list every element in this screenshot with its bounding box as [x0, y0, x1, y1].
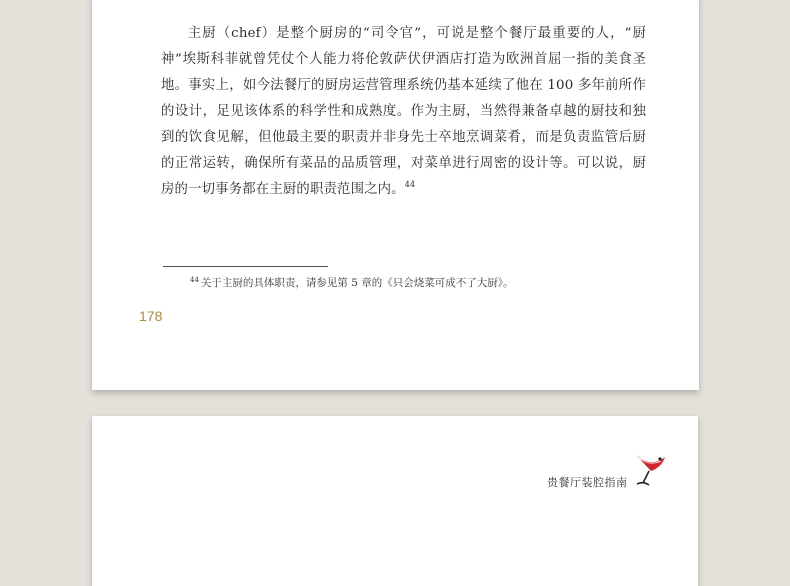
footnote-text: 关于主厨的具体职责，请参见第 5 章的《只会烧菜可成不了大厨》。	[200, 277, 514, 289]
book-page-next	[92, 416, 698, 586]
page-number: 178	[139, 308, 163, 324]
cocktail-glass-icon	[633, 452, 667, 488]
running-header-title: 贵餐厅装腔指南	[547, 476, 628, 489]
footnote-number: 44	[190, 276, 199, 284]
footnote	[190, 273, 514, 290]
footnote-reference: 44	[404, 180, 416, 189]
footnote-divider	[163, 266, 328, 267]
body-paragraph-text: 主厨（chef）是整个厨房的“司令官”，可说是整个餐厅最重要的人，“厨神”埃斯科菲就曾凭仗个人能力将伦敦萨伏伊酒店打造为欧洲首屈一指的美食圣地。事实上，如今法餐厅的厨房运营管理系统仍基本延续了他在 100 多年前所作的设计，足见该体系的科学性和成熟度。作为主厨，当然得兼备卓越的厨技和独到的饮食见解，但他最主要的职责并非身先士卒地烹调菜肴，而是负责监管后厨的正常运转，确保所有菜品的品质管理，对菜单进行周密的设计等。可以说，厨房的一切事务都在主厨的职责范围之内。	[161, 26, 646, 197]
book-page-178	[92, 0, 699, 390]
body-paragraph	[161, 21, 646, 203]
